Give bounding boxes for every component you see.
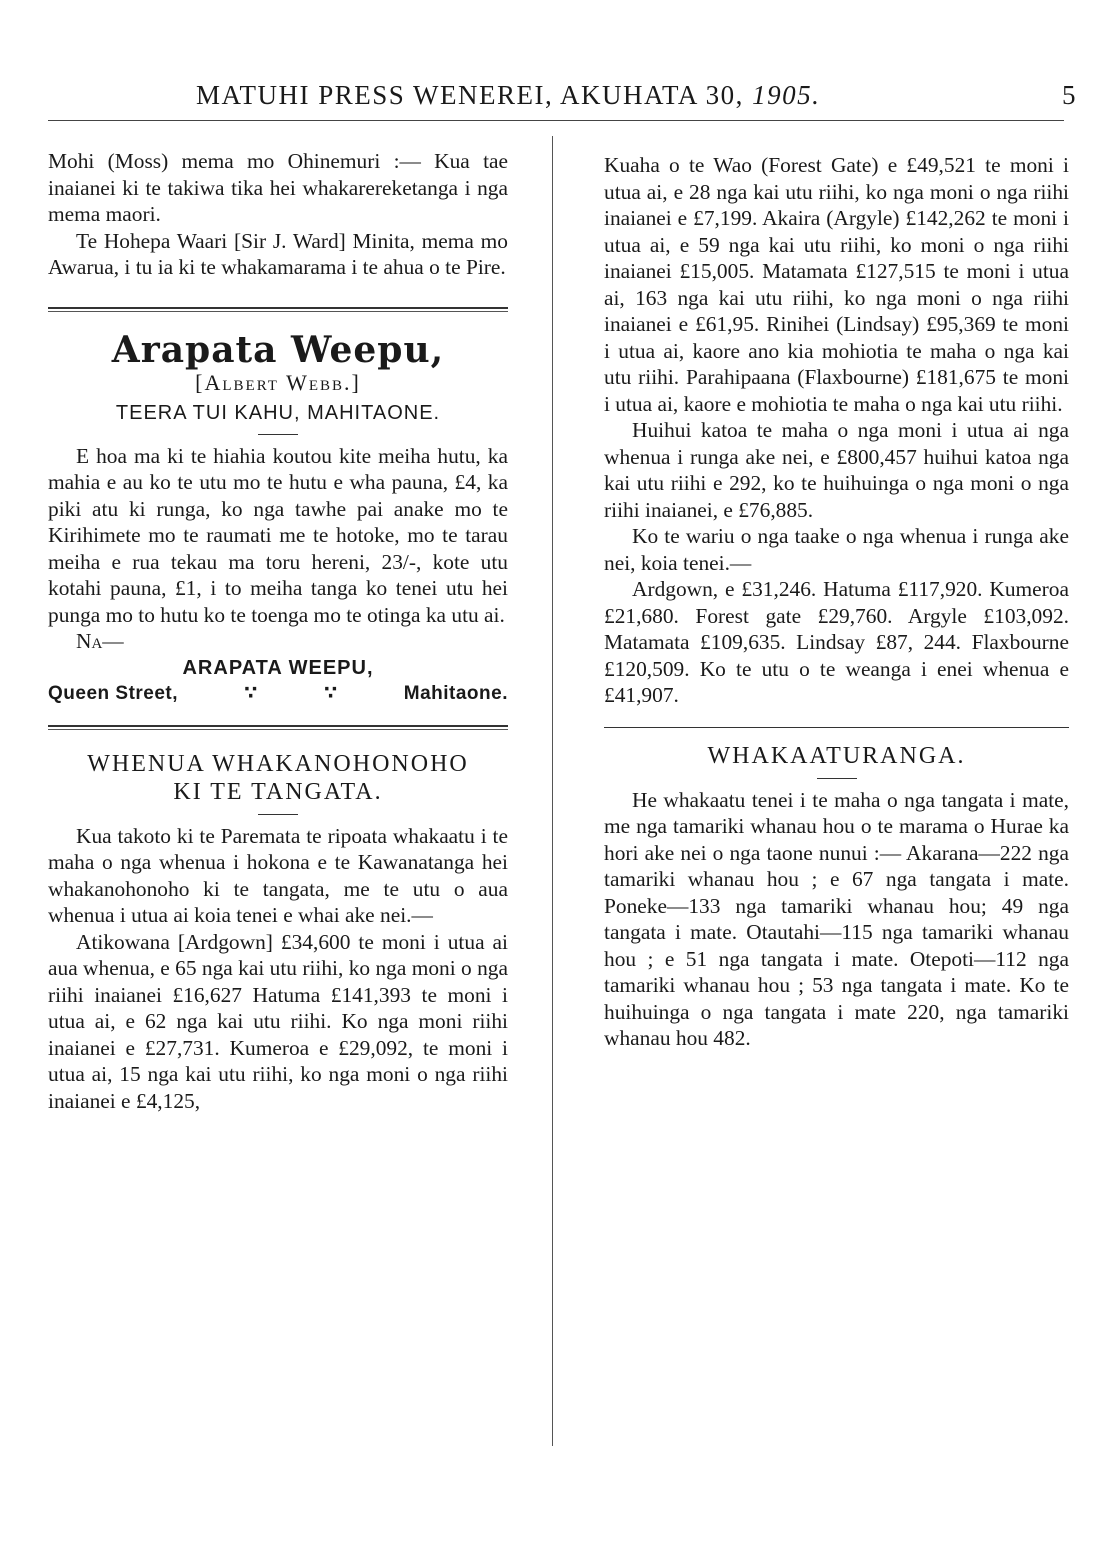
masthead-title <box>196 80 820 111</box>
advertisement-address <box>48 681 508 707</box>
short-rule <box>817 778 857 779</box>
right-paragraph-2: Huihui katoa te maha o nga moni i utua ai nga whenua i runga ake nei, e £800,457 huihui katoa nga kai utu riihi e 292, ko te huihuinga o nga moni o nga riihi inaianei, e £76,885. <box>604 418 1069 522</box>
masthead-year: 1905. <box>752 80 821 110</box>
left-paragraph-2: Te Hohepa Waari [Sir J. Ward] Minita, mema mo Awarua, i tu ia ki te whakamarama i te ahua o te Pire. <box>48 228 508 279</box>
masthead-text: MATUHI PRESS WENEREI, AKUHATA 30, <box>196 80 744 110</box>
advertisement-title: Arapata Weepu, <box>111 328 445 371</box>
right-paragraph-3: Ko te wariu o nga taake o nga whenua i runga ake nei, koia tenei.— <box>604 524 1069 575</box>
short-rule <box>258 814 298 815</box>
advertisement-na: Na— <box>76 629 124 653</box>
column-divider <box>552 136 553 1446</box>
right-section-paragraph: He whakaatu tenei i te maha o nga tangata i mate, me nga tamariki whanau hou o te marama o Hurae ka hori ake nei o nga taone nunui :— Akarana—222 nga tamariki whanau hou ; e 67 nga tangata i mate. Poneke—133 nga tamariki whanau hou; 49 nga tangata i mate. Otautahi—115 nga tamariki whanau hou ; e 51 nga tangata i mate. Otepoti—112 nga tamariki whanau hou ; 53 nga tangata i mate. Ko te huihuinga o nga tangata i mate 220, nga tamariki whanau hou 482. <box>604 787 1069 1050</box>
section-title: WHAKAATURANGA. <box>707 742 966 769</box>
advertisement-subtitle: [Albert Webb.] <box>195 369 361 395</box>
section-paragraph-1: Kua takoto ki te Paremata te ripoata whakaatu i te maha o nga whenua i hokona e te Kawanatanga hei whakanohonoho ki te tangata, me te utu o aua whenua i utua ai koia tenei e whai ake nei.— <box>48 823 508 927</box>
address-town: Mahitaone. <box>403 682 508 704</box>
right-paragraph-4: Ardgown, e £31,246. Hatuma £117,920. Kumeroa £21,680. Forest gate £29,760. Argyle £103,092. Matamata £109,635. Lindsay £87, 244. Flaxbourne £120,509. Ko te utu o te weanga i enei whenua e £41,907. <box>604 577 1069 707</box>
section-paragraph-2: Atikowana [Ardgown] £34,600 te moni i utua ai aua whenua, e 65 nga kai utu riihi, ko nga moni o nga riihi inaianei £16,627 Hatuma £141,393 te moni i utua ai, e 62 nga kai utu riihi. Ko nga moni riihi inaianei e £27,731. Kumeroa e £29,092, te moni i utua ai, 15 nga kai utu riihi, ko nga moni o nga riihi inaianei e £4,125, <box>48 929 508 1113</box>
section-title-line-2: KI TE TANGATA. <box>173 778 383 805</box>
short-rule <box>258 434 298 435</box>
address-dots-icon: ∵ <box>323 682 338 704</box>
page-number: 5 <box>1062 80 1076 110</box>
section-rule <box>48 725 508 730</box>
right-paragraph-1: Kuaha o te Wao (Forest Gate) e £49,521 te moni i utua ai, e 28 nga kai utu riihi, ko nga moni o nga riihi inaianei e £7,199. Akaira (Argyle) £142,262 te moni i utua ai, e 59 nga kai utu riihi, ko moni o nga riihi inaianei £15,005. Matamata £127,515 te moni i utua ai, 163 nga kai utu riihi, ko nga moni o nga riihi inaianei e £61,95. Rinihei (Lindsay) £95,369 te moni i utua ai, kaore ano kia mohiotia te maha o nga kai utu riihi. Parahipaana (Flaxbourne) £181,675 te moni i utua ai, kaore e mohiotia te maha o nga kai utu riihi. <box>604 153 1069 416</box>
advertisement-signer: ARAPATA WEEPU, <box>182 656 374 679</box>
section-rule <box>604 727 1069 728</box>
advertisement-body: E hoa ma ki te hiahia koutou kite meiha hutu, ka mahia e au ko te utu mo te hutu e wha pauna, £4, ka piki atu ki runga, ko nga tawhe pai anake mo te Kirihimete mo te raumati me te hotoke, mo te tarau meiha e rua tekau ma toru hereni, 23/-, kote utu kotahi pauna, £1, i to meiha tanga ko tenei utu hei punga mo to hutu ko te toenga mo te otinga ka utu ai. <box>48 443 508 627</box>
address-dots-icon: ∵ <box>244 682 258 704</box>
header-rule <box>48 120 1064 121</box>
section-rule <box>48 307 508 312</box>
left-paragraph-1: Mohi (Moss) mema mo Ohinemuri :— Kua tae inaianei ki te takiwa tika hei whakarereketanga i nga mema maori. <box>48 149 508 226</box>
page-header <box>0 80 1114 120</box>
address-street: Queen Street, <box>48 682 179 704</box>
section-title: WHENUA WHAKANOHONOHO <box>87 750 469 777</box>
left-column <box>48 148 508 1114</box>
right-column <box>604 152 1069 1052</box>
advertisement-tagline: TEERA TUI KAHU, MAHITAONE. <box>115 401 441 424</box>
